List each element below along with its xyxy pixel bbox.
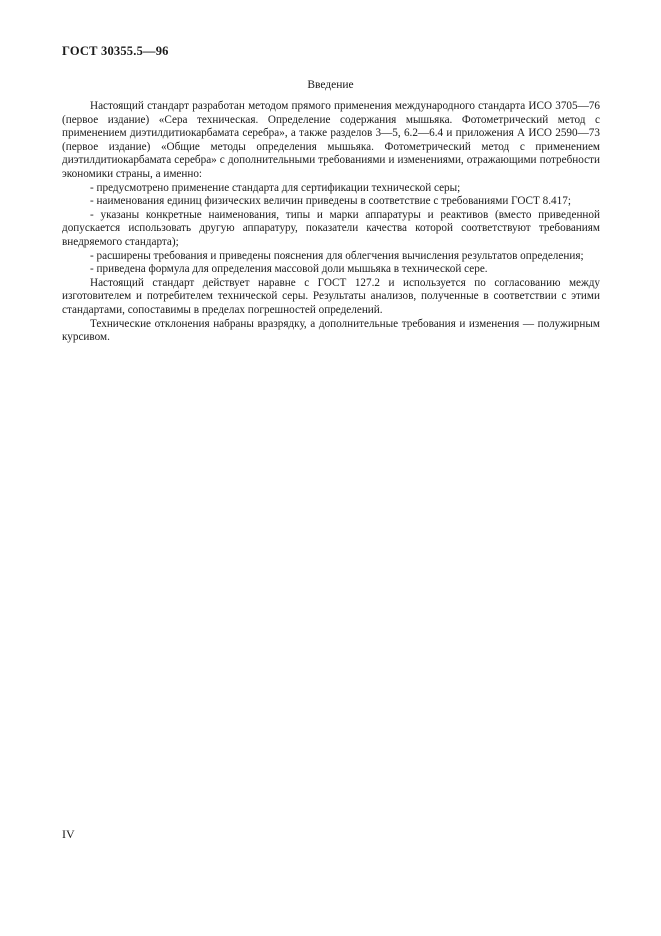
list-item: - указаны конкретные наименования, типы и марки аппаратуры и реактивов (вместо приведенной допускается использовать другую аппаратуру, показатели качества которой соответствуют требованиям внедряемого стандарта); bbox=[62, 208, 600, 248]
document-code-header: ГОСТ 30355.5—96 bbox=[62, 44, 169, 58]
list-item: - наименования единиц физических величин приведены в соответствие с требованиями ГОСТ 8.417; bbox=[90, 195, 571, 208]
list-item: - приведена формула для определения массовой доли мышьяка в технической сере. bbox=[90, 263, 488, 276]
parallel-standard-paragraph: Настоящий стандарт действует наравне с ГОСТ 127.2 и используется по согласованию между изготовителем и потребителем технической серы. Результаты анализов, полученные в соответствии с этими стандартами, сопоставимы в пределах погрешностей определений. bbox=[62, 276, 600, 316]
list-item: - расширены требования и приведены пояснения для облегчения вычисления результатов определения; bbox=[90, 249, 584, 262]
introduction-body bbox=[62, 100, 600, 345]
typography-notes-paragraph: Технические отклонения набраны вразрядку, а дополнительные требования и изменения — полужирным курсивом. bbox=[62, 317, 600, 344]
intro-paragraph: Настоящий стандарт разработан методом прямого применения международного стандарта ИСО 3705—76 (первое издание) «Сера техническая. Определение содержания мышьяка. Фотометрический метод с применением диэтилдитиокарбамата серебра», а также разделов 3—5, 6.2—6.4 и приложения А ИСО 2590—73 (первое издание) «Общие методы определения мышьяка. Фотометрический метод с применением диэтилдитиокарбамата серебра» с дополнительными требованиями и изменениями, отражающими потребности экономики страны, а именно: bbox=[62, 100, 600, 180]
section-title: Введение bbox=[307, 79, 354, 91]
page-number: IV bbox=[62, 827, 75, 841]
list-item: - предусмотрено применение стандарта для сертификации технической серы; bbox=[90, 181, 461, 194]
